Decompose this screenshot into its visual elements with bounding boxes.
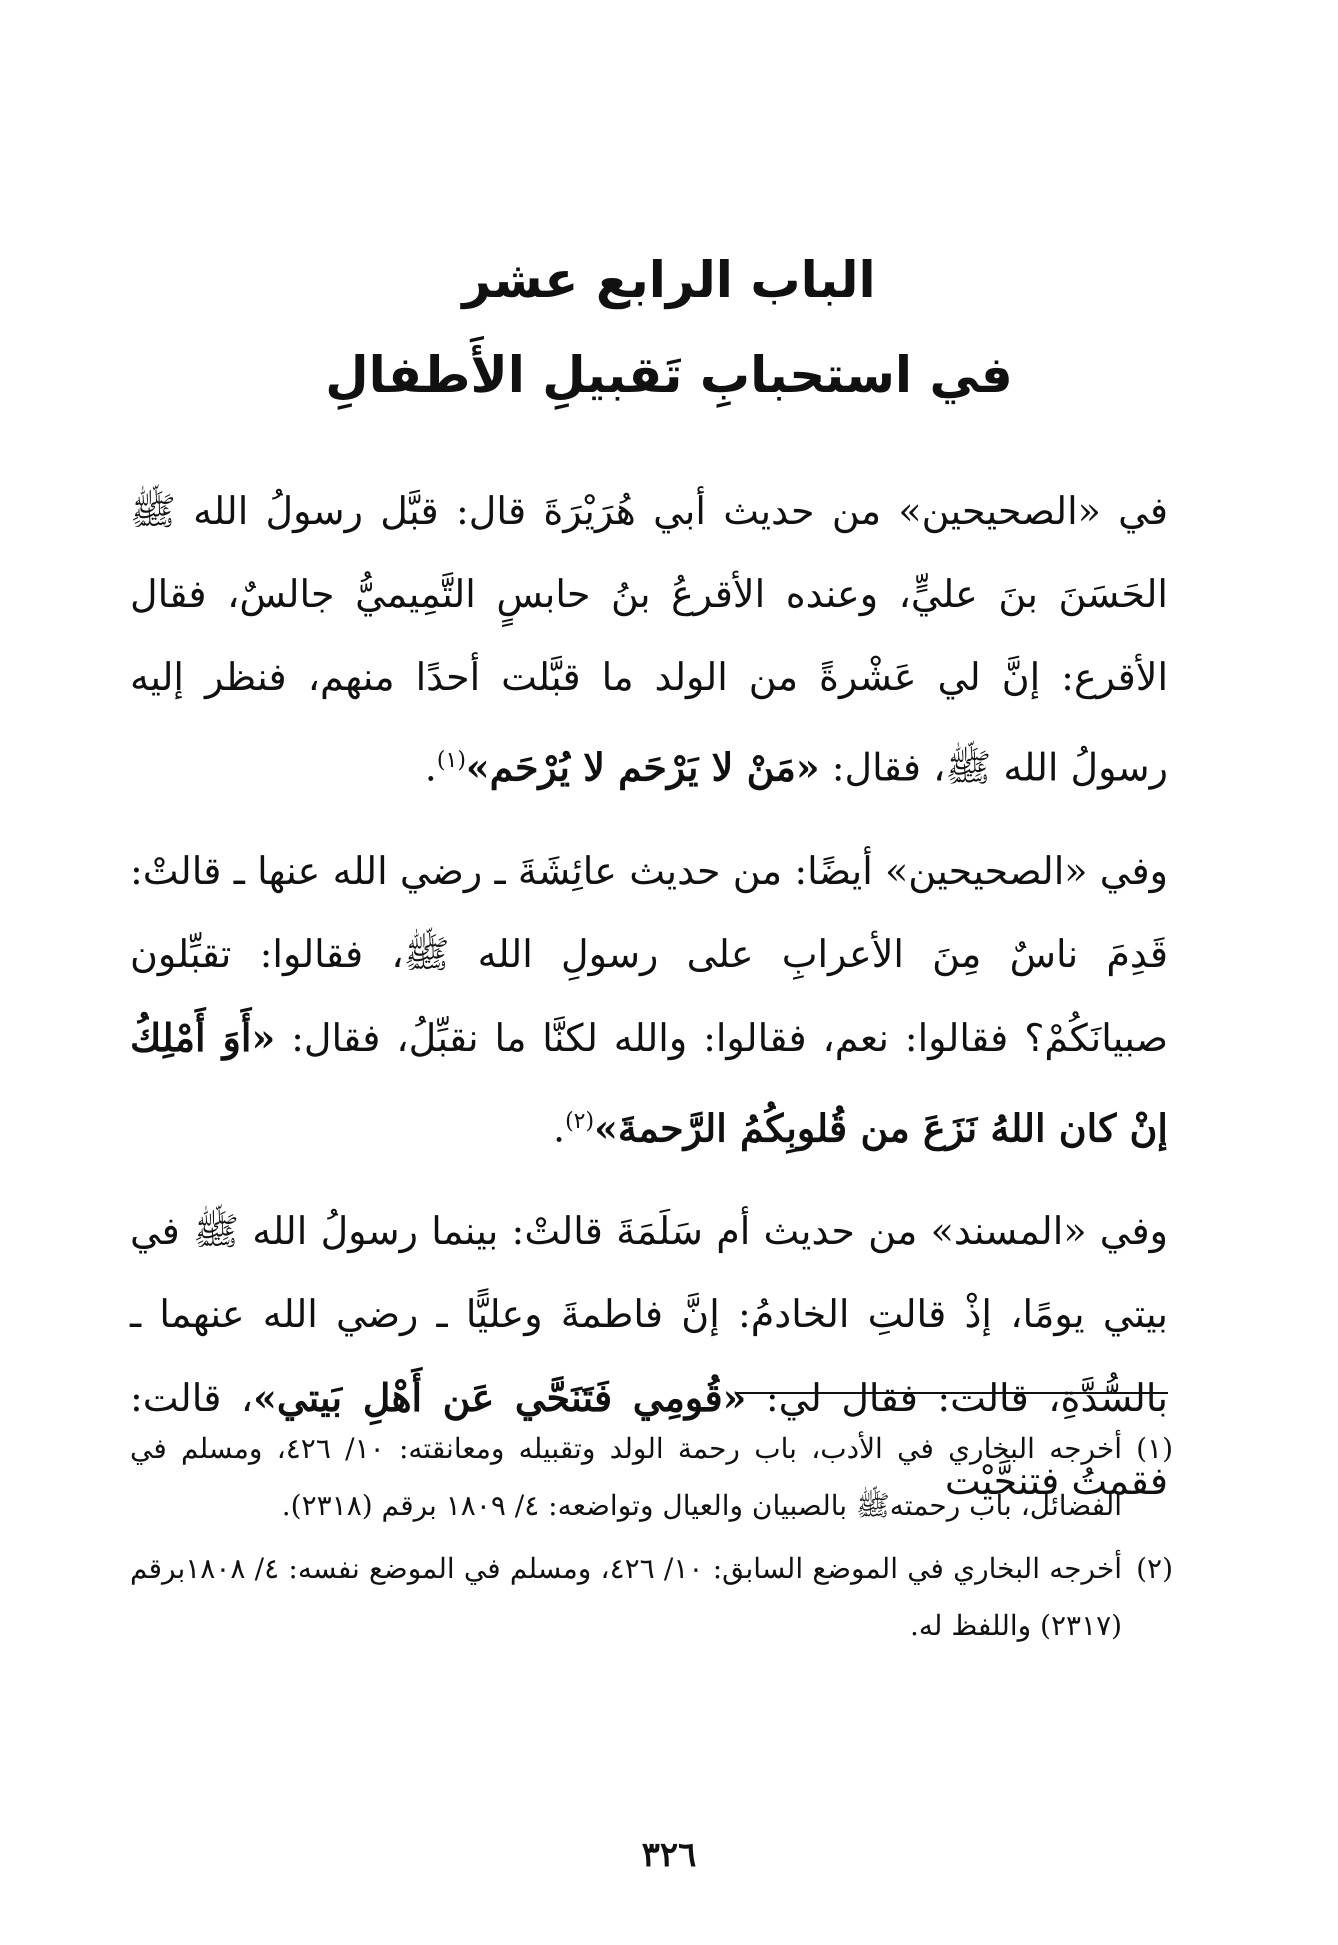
hadith-quote: «أَوَ أَمْلِكُ إنْ كان اللهُ نَزَعَ من قُلوبِكُمُ الرَّحمةَ»	[130, 1014, 1168, 1151]
paragraph-text: .	[424, 745, 437, 790]
footnote-text: أخرجه البخاري في الموضع السابق: ١٠/ ٤٢٦، ومسلم في الموضع نفسه: ٤/ ١٨٠٨برقم (٢٣١٧) واللفظ له.	[130, 1552, 1123, 1642]
footnote-divider	[735, 1392, 1168, 1394]
hadith-quote: «مَنْ لا يَرْحَم لا يُرْحَم»	[465, 744, 820, 790]
hadith-quote: «قُومِي فَتَنَحَّي عَن أَهْلِ بَيتي»	[253, 1375, 747, 1421]
footnotes	[130, 1420, 1173, 1660]
chapter-title: الباب الرابع عشر	[462, 251, 876, 309]
footnote-number: (٢)	[1136, 1552, 1173, 1585]
chapter-subtitle: في استحبابِ تَقبيلِ الأَطفالِ	[325, 346, 1013, 404]
paragraph-2	[130, 830, 1168, 1171]
paragraph-text: وفي «الصحيحين» أيضًا: من حديث عائِشَةَ ـ رضي الله عنها ـ قالتْ: قَدِمَ ناسٌ مِنَ الأعرابِ على رسولِ الله ﷺ، فقالوا: تقبِّلون صبيانَكُمْ؟ فقالوا: نعم، فقالوا: والله لكنَّا ما نقبِّلُ، فقال:	[130, 848, 1169, 1060]
footnote-number: (١)	[1136, 1432, 1173, 1465]
footnote-ref: (٢)	[565, 1108, 595, 1134]
footnote-1	[130, 1420, 1173, 1534]
paragraph-text: في «الصحيحين» من حديث أبي هُرَيْرَةَ قال: قبَّل رسولُ الله ﷺ الحَسَنَ بنَ عليٍّ، وعنده الأقرعُ بنُ حابسٍ التَّمِيميُّ جالسٌ، فقال الأقرع: إنَّ لي عَشْرةً من الولد ما قبَّلت أحدًا منهم، فنظر إليه رسولُ الله ﷺ، فقال:	[130, 489, 1168, 790]
footnote-ref: (١)	[436, 748, 466, 773]
paragraph-text: ، قالت: فقمتُ فتنحَّيْت	[130, 1376, 1168, 1504]
footnote-text: أخرجه البخاري في الأدب، باب رحمة الولد وتقبيله ومعانقته: ١٠/ ٤٢٦، ومسلم في الفضائل، باب رحمتهﷺ بالصبيان والعيال وتواضعه: ٤/ ١٨٠٩ برقم (٢٣١٨).	[130, 1432, 1123, 1522]
paragraph-text: .	[552, 1106, 566, 1151]
paragraph-1	[130, 470, 1168, 810]
footnote-2	[130, 1540, 1173, 1654]
body-text	[130, 470, 1168, 1543]
page-number: ٣٢٦	[641, 1835, 697, 1875]
paragraph-text: وفي «المسند» من حديث أم سَلَمَةَ قالتْ: بينما رسولُ الله ﷺ في بيتي يومًا، إذْ قالتِ الخادمُ: إنَّ فاطمةَ وعليًّا ـ رضي الله عنهما ـ بالسُّدَّةِ، قالت: فقال لي:	[130, 1209, 1168, 1421]
